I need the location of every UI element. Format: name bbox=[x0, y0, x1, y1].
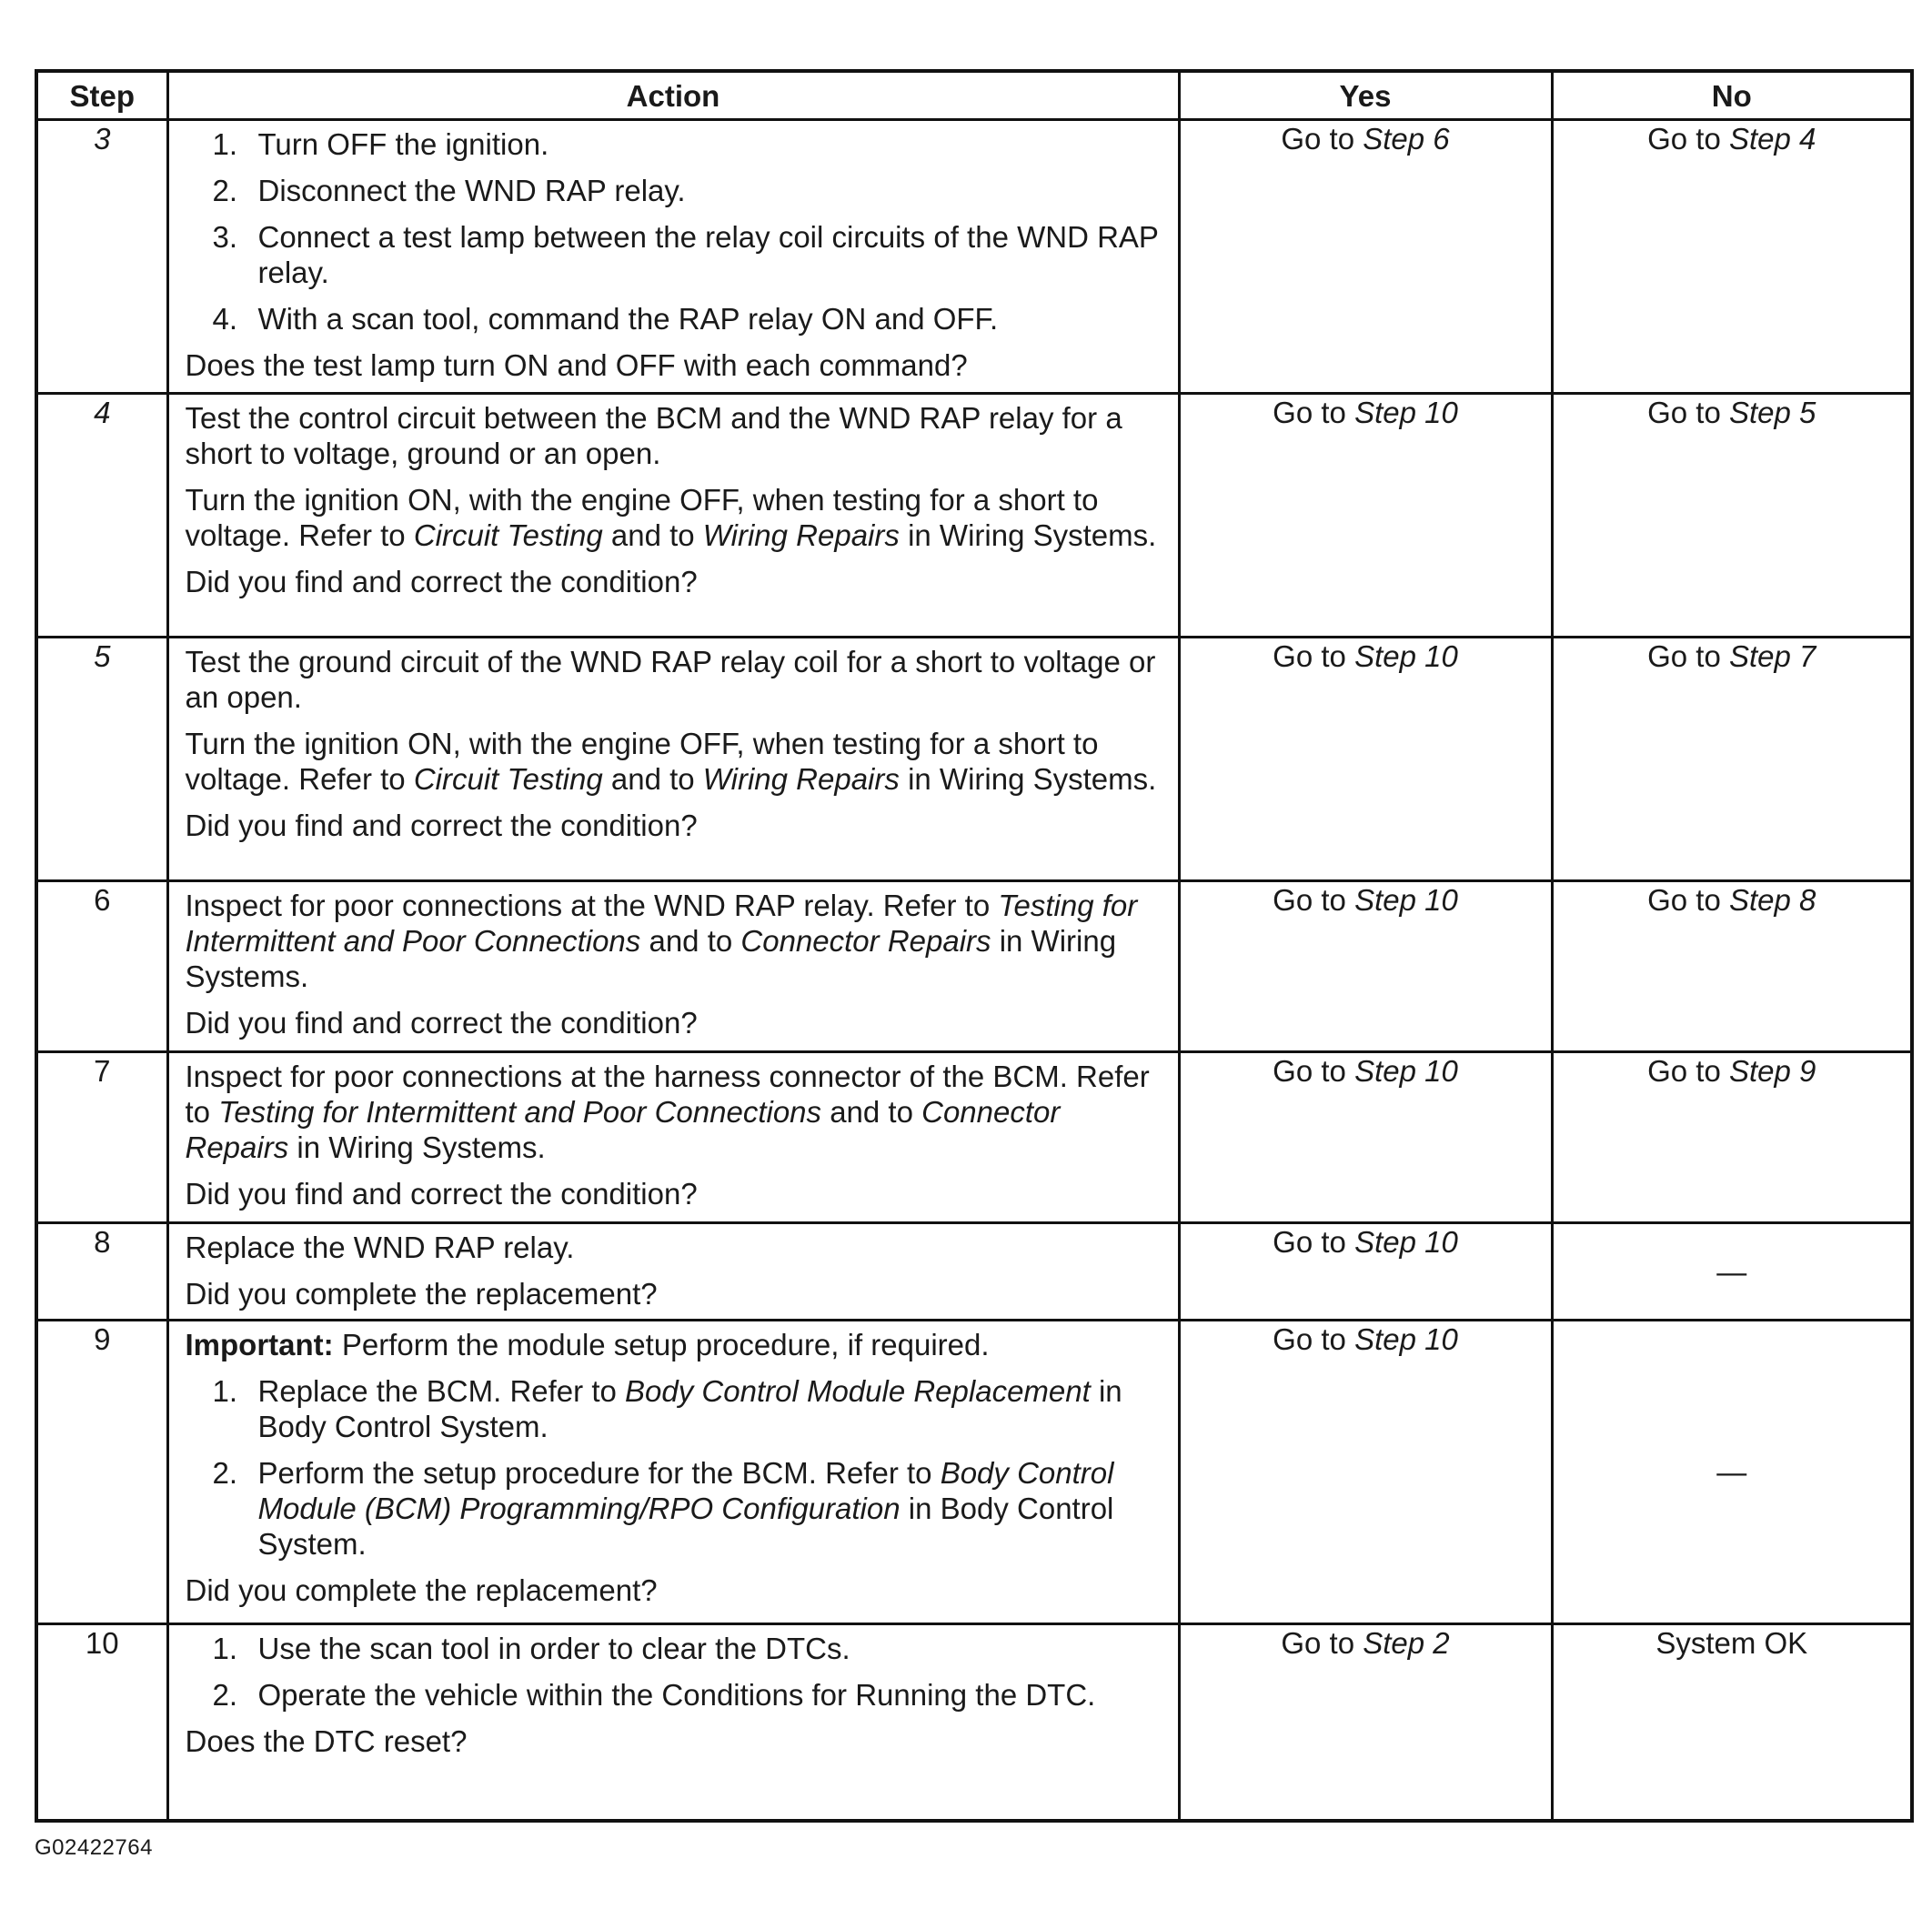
step-reference: Step 5 bbox=[1728, 396, 1816, 429]
header-yes: Yes bbox=[1179, 71, 1552, 120]
yes-result: Go to Step 2 bbox=[1179, 1624, 1552, 1821]
list-item: 1. Replace the BCM. Refer to Body Control Module Replacement in Body Control System. bbox=[212, 1374, 1122, 1443]
no-result bbox=[1552, 1321, 1912, 1624]
question-text: Did you find and correct the condition? bbox=[185, 1006, 698, 1040]
action-cell bbox=[167, 394, 1179, 638]
question-text: Does the test lamp turn ON and OFF with each command? bbox=[185, 348, 968, 382]
yes-result: Go to Step 10 bbox=[1179, 881, 1552, 1052]
action-paragraph: Replace the WND RAP relay. bbox=[185, 1231, 575, 1264]
action-list bbox=[186, 1373, 1165, 1562]
action-cell bbox=[167, 638, 1179, 881]
table-row-step-4 bbox=[36, 394, 1912, 638]
dash-value: — bbox=[1716, 1455, 1747, 1489]
step-reference: Step 8 bbox=[1728, 883, 1816, 917]
list-item: 1. Turn OFF the ignition. bbox=[212, 127, 549, 161]
step-number: 8 bbox=[36, 1223, 167, 1321]
table-row-step-7 bbox=[36, 1052, 1912, 1223]
action-paragraph: Test the control circuit between the BCM and the WND RAP relay for a short to voltage, ground or an open. bbox=[185, 401, 1122, 470]
yes-result: Go to Step 10 bbox=[1179, 1052, 1552, 1223]
yes-result: Go to Step 6 bbox=[1179, 120, 1552, 394]
step-number: 6 bbox=[36, 881, 167, 1052]
step-reference: Step 6 bbox=[1363, 122, 1450, 156]
list-item: 2. Disconnect the WND RAP relay. bbox=[212, 174, 686, 207]
header-action: Action bbox=[167, 71, 1179, 120]
list-item: 1. Use the scan tool in order to clear the DTCs. bbox=[212, 1632, 850, 1665]
question-text: Did you find and correct the condition? bbox=[185, 809, 698, 842]
table-row-step-10 bbox=[36, 1624, 1912, 1821]
action-paragraph: Inspect for poor connections at the WND RAP relay. Refer to Testing for Intermittent and Poor Connections and to Connector Repairs in Wiring Systems. bbox=[185, 889, 1138, 993]
no-result: Go to Step 4 bbox=[1552, 120, 1912, 394]
no-result: Go to Step 7 bbox=[1552, 638, 1912, 881]
question-text: Did you complete the replacement? bbox=[185, 1277, 658, 1311]
no-result bbox=[1552, 1223, 1912, 1321]
list-item: 4. With a scan tool, command the RAP relay ON and OFF. bbox=[212, 302, 999, 336]
step-reference: Step 10 bbox=[1354, 396, 1458, 429]
no-result: Go to Step 8 bbox=[1552, 881, 1912, 1052]
action-cell bbox=[167, 1321, 1179, 1624]
step-reference: Step 10 bbox=[1354, 1225, 1458, 1259]
action-list bbox=[186, 1631, 1165, 1713]
header-no: No bbox=[1552, 71, 1912, 120]
table-row-step-3 bbox=[36, 120, 1912, 394]
action-paragraph: Test the ground circuit of the WND RAP relay coil for a short to voltage or an open. bbox=[185, 645, 1156, 714]
list-item: 2. Operate the vehicle within the Conditions for Running the DTC. bbox=[212, 1678, 1096, 1712]
action-cell bbox=[167, 1624, 1179, 1821]
figure-id: G02422764 bbox=[35, 1835, 153, 1860]
yes-result: Go to Step 10 bbox=[1179, 638, 1552, 881]
question-text: Did you find and correct the condition? bbox=[185, 565, 698, 598]
list-item: 3. Connect a test lamp between the relay coil circuits of the WND RAP relay. bbox=[212, 220, 1159, 289]
yes-result: Go to Step 10 bbox=[1179, 394, 1552, 638]
action-cell bbox=[167, 1052, 1179, 1223]
step-reference: Step 2 bbox=[1363, 1626, 1450, 1660]
action-list bbox=[186, 126, 1165, 337]
step-reference: Step 9 bbox=[1728, 1054, 1816, 1088]
dash-value: — bbox=[1716, 1254, 1747, 1289]
step-number: 3 bbox=[36, 120, 167, 394]
action-paragraph: Turn the ignition ON, with the engine OFF, when testing for a short to voltage. Refer to Circuit Testing and to Wiring Repairs in Wiring Systems. bbox=[185, 483, 1157, 552]
step-number: 10 bbox=[36, 1624, 167, 1821]
table-row-step-8 bbox=[36, 1223, 1912, 1321]
yes-result: Go to Step 10 bbox=[1179, 1223, 1552, 1321]
action-cell bbox=[167, 120, 1179, 394]
diagnostic-table-container bbox=[35, 69, 1910, 1823]
step-number: 9 bbox=[36, 1321, 167, 1624]
no-result: System OK bbox=[1552, 1624, 1912, 1821]
important-note: Important: Perform the module setup procedure, if required. bbox=[185, 1328, 990, 1361]
diagnostic-table bbox=[35, 69, 1914, 1823]
step-number: 7 bbox=[36, 1052, 167, 1223]
table-row-step-9 bbox=[36, 1321, 1912, 1624]
action-paragraph: Turn the ignition ON, with the engine OFF, when testing for a short to voltage. Refer to Circuit Testing and to Wiring Repairs in Wiring Systems. bbox=[185, 727, 1157, 796]
step-reference: Step 10 bbox=[1354, 1054, 1458, 1088]
step-number: 4 bbox=[36, 394, 167, 638]
action-cell bbox=[167, 881, 1179, 1052]
step-reference: Step 10 bbox=[1354, 1322, 1458, 1356]
step-number: 5 bbox=[36, 638, 167, 881]
step-reference: Step 10 bbox=[1354, 883, 1458, 917]
question-text: Did you find and correct the condition? bbox=[185, 1177, 698, 1211]
action-cell bbox=[167, 1223, 1179, 1321]
no-result: Go to Step 9 bbox=[1552, 1052, 1912, 1223]
no-result: Go to Step 5 bbox=[1552, 394, 1912, 638]
step-reference: Step 7 bbox=[1728, 639, 1816, 673]
list-item: 2. Perform the setup procedure for the BCM. Refer to Body Control Module (BCM) Programming/RPO Configuration in Body Control System. bbox=[212, 1456, 1114, 1561]
question-text: Did you complete the replacement? bbox=[185, 1573, 658, 1607]
step-reference: Step 4 bbox=[1728, 122, 1816, 156]
header-row bbox=[36, 71, 1912, 120]
yes-result: Go to Step 10 bbox=[1179, 1321, 1552, 1624]
step-reference: Step 10 bbox=[1354, 639, 1458, 673]
question-text: Does the DTC reset? bbox=[185, 1724, 468, 1758]
header-step: Step bbox=[36, 71, 167, 120]
table-row-step-6 bbox=[36, 881, 1912, 1052]
table-row-step-5 bbox=[36, 638, 1912, 881]
action-paragraph: Inspect for poor connections at the harness connector of the BCM. Refer to Testing for Intermittent and Poor Connections and to Connector Repairs in Wiring Systems. bbox=[185, 1060, 1150, 1164]
